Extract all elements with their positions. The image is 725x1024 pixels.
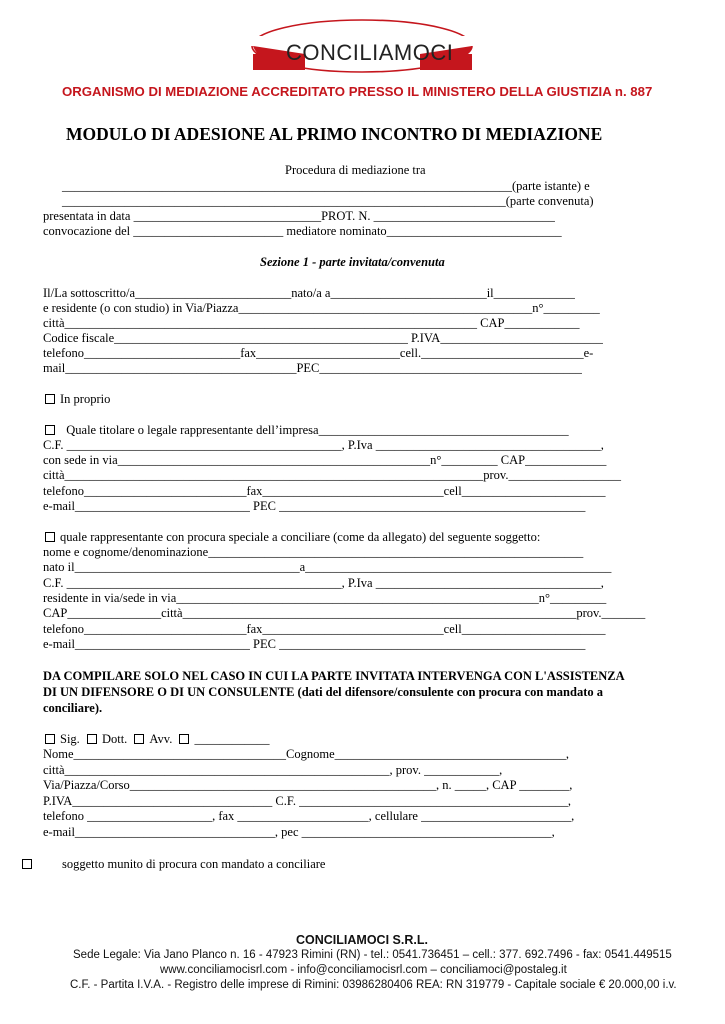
checkbox[interactable] bbox=[45, 532, 55, 542]
organism-line: ORGANISMO DI MEDIAZIONE ACCREDITATO PRESSO IL MINISTERO DELLA GIUSTIZIA n. 887 bbox=[62, 84, 653, 99]
option-label: In proprio bbox=[60, 392, 111, 406]
form-line[interactable]: P.IVA________________________________ C.F. ___________________________________________, bbox=[43, 794, 571, 808]
procedure-line[interactable]: _______________________________________________________________________(parte convenuta) bbox=[62, 194, 594, 208]
form-line[interactable]: telefono_________________________fax_______________________cell.__________________________e- bbox=[43, 346, 594, 360]
form-line[interactable]: e-mail____________________________ PEC _________________________________________________ bbox=[43, 637, 586, 651]
defensor-notice: DI UN DIFENSORE O DI UN CONSULENTE (dati del difensore/consulente con procura con mandato a bbox=[43, 685, 603, 699]
section-heading: Sezione 1 - parte invitata/convenuta bbox=[260, 255, 445, 269]
option-in-proprio[interactable] bbox=[45, 392, 110, 406]
option-label[interactable]: ____________ bbox=[194, 732, 270, 746]
checkbox[interactable] bbox=[45, 734, 55, 744]
footer-address: Sede Legale: Via Jano Planco n. 16 - 47923 Rimini (RN) - tel.: 0541.736451 – cell.: 377. 692.7496 - fax: 0541.449515 bbox=[73, 949, 672, 961]
form-line[interactable]: nato il____________________________________a_________________________________________________ bbox=[43, 560, 612, 574]
option-titolare[interactable] bbox=[45, 423, 569, 437]
option-label: Sig. bbox=[60, 732, 80, 746]
procedure-line[interactable]: ________________________________________________________________________(parte istante) e bbox=[62, 179, 590, 193]
page-title: MODULO DI ADESIONE AL PRIMO INCONTRO DI MEDIAZIONE bbox=[66, 124, 603, 144]
form-line[interactable]: nome e cognome/denominazione____________________________________________________________ bbox=[43, 545, 584, 559]
form-line[interactable]: città__________________________________________________________________ CAP____________ bbox=[43, 316, 580, 330]
form-line[interactable]: C.F. ____________________________________________, P.Iva ____________________________________, bbox=[43, 438, 604, 452]
defensor-notice: conciliare). bbox=[43, 701, 103, 715]
checkbox[interactable] bbox=[134, 734, 144, 744]
form-line[interactable]: telefono__________________________fax_____________________________cell_______________________ bbox=[43, 484, 606, 498]
form-line[interactable]: e residente (o con studio) in Via/Piazza_______________________________________________n°_________ bbox=[43, 301, 600, 315]
option-procura[interactable] bbox=[45, 530, 540, 544]
form-line[interactable]: Codice fiscale_______________________________________________ P.IVA__________________________ bbox=[43, 331, 603, 345]
title-options[interactable] bbox=[45, 732, 269, 746]
procedure-intro: Procedura di mediazione tra bbox=[285, 163, 426, 177]
form-line[interactable]: città____________________________________________________, prov. ____________, bbox=[43, 763, 503, 777]
checkbox[interactable] bbox=[179, 734, 189, 744]
checkbox[interactable] bbox=[45, 425, 55, 435]
option-label: Quale titolare o legale rappresentante dell’impresa________________________________________ bbox=[66, 423, 569, 437]
option-label: Avv. bbox=[149, 732, 173, 746]
option-procura-mandato[interactable] bbox=[22, 857, 37, 871]
brand-name: CONCILIAMOCI bbox=[286, 40, 454, 65]
option-label: Dott. bbox=[101, 732, 128, 746]
procura-note: soggetto munito di procura con mandato a conciliare bbox=[62, 857, 326, 871]
footer-registry: C.F. - Partita I.V.A. - Registro delle imprese di Rimini: 03986280406 REA: RN 319779 - Capitale sociale € 20.000,00 i.v. bbox=[70, 979, 677, 991]
checkbox[interactable] bbox=[22, 859, 32, 869]
checkbox[interactable] bbox=[87, 734, 97, 744]
footer-company: CONCILIAMOCI S.R.L. bbox=[296, 933, 428, 947]
form-line[interactable]: Via/Piazza/Corso_________________________________________________, n. _____, CAP ________, bbox=[43, 778, 573, 792]
form-line[interactable]: città___________________________________________________________________prov.__________________ bbox=[43, 468, 621, 482]
checkbox[interactable] bbox=[45, 394, 55, 404]
form-line[interactable]: Il/La sottoscritto/a_________________________nato/a a_________________________il_____________ bbox=[43, 286, 575, 300]
option-label: quale rappresentante con procura speciale a conciliare (come da allegato) del seguente soggetto: bbox=[60, 530, 541, 544]
procedure-line[interactable]: convocazione del ________________________ mediatore nominato____________________________ bbox=[43, 224, 562, 238]
form-line[interactable]: telefono__________________________fax_____________________________cell_______________________ bbox=[43, 622, 606, 636]
form-line[interactable]: Nome__________________________________Cognome_____________________________________, bbox=[43, 747, 570, 761]
form-line[interactable]: e-mail________________________________, pec ________________________________________, bbox=[43, 825, 555, 839]
form-line[interactable]: residente in via/sede in via__________________________________________________________n°_________ bbox=[43, 591, 607, 605]
form-line[interactable]: CAP_______________città_______________________________________________________________prov._______ bbox=[43, 606, 646, 620]
defensor-notice: DA COMPILARE SOLO NEL CASO IN CUI LA PARTE INVITATA INTERVENGA CON L'ASSISTENZA bbox=[43, 669, 625, 683]
footer-contacts: www.conciliamocisrl.com - info@conciliamocisrl.com – conciliamoci@postaleg.it bbox=[160, 964, 567, 976]
form-line[interactable]: con sede in via__________________________________________________n°_________ CAP_____________ bbox=[43, 453, 607, 467]
form-line[interactable]: e-mail____________________________ PEC _________________________________________________ bbox=[43, 499, 586, 513]
procedure-line[interactable]: presentata in data ______________________________PROT. N. _____________________________ bbox=[43, 209, 555, 223]
form-line[interactable]: telefono ____________________, fax _____________________, cellulare ________________________, bbox=[43, 809, 575, 823]
form-line[interactable]: C.F. ____________________________________________, P.Iva ____________________________________, bbox=[43, 576, 604, 590]
form-line[interactable]: mail_____________________________________PEC__________________________________________ bbox=[43, 361, 582, 375]
